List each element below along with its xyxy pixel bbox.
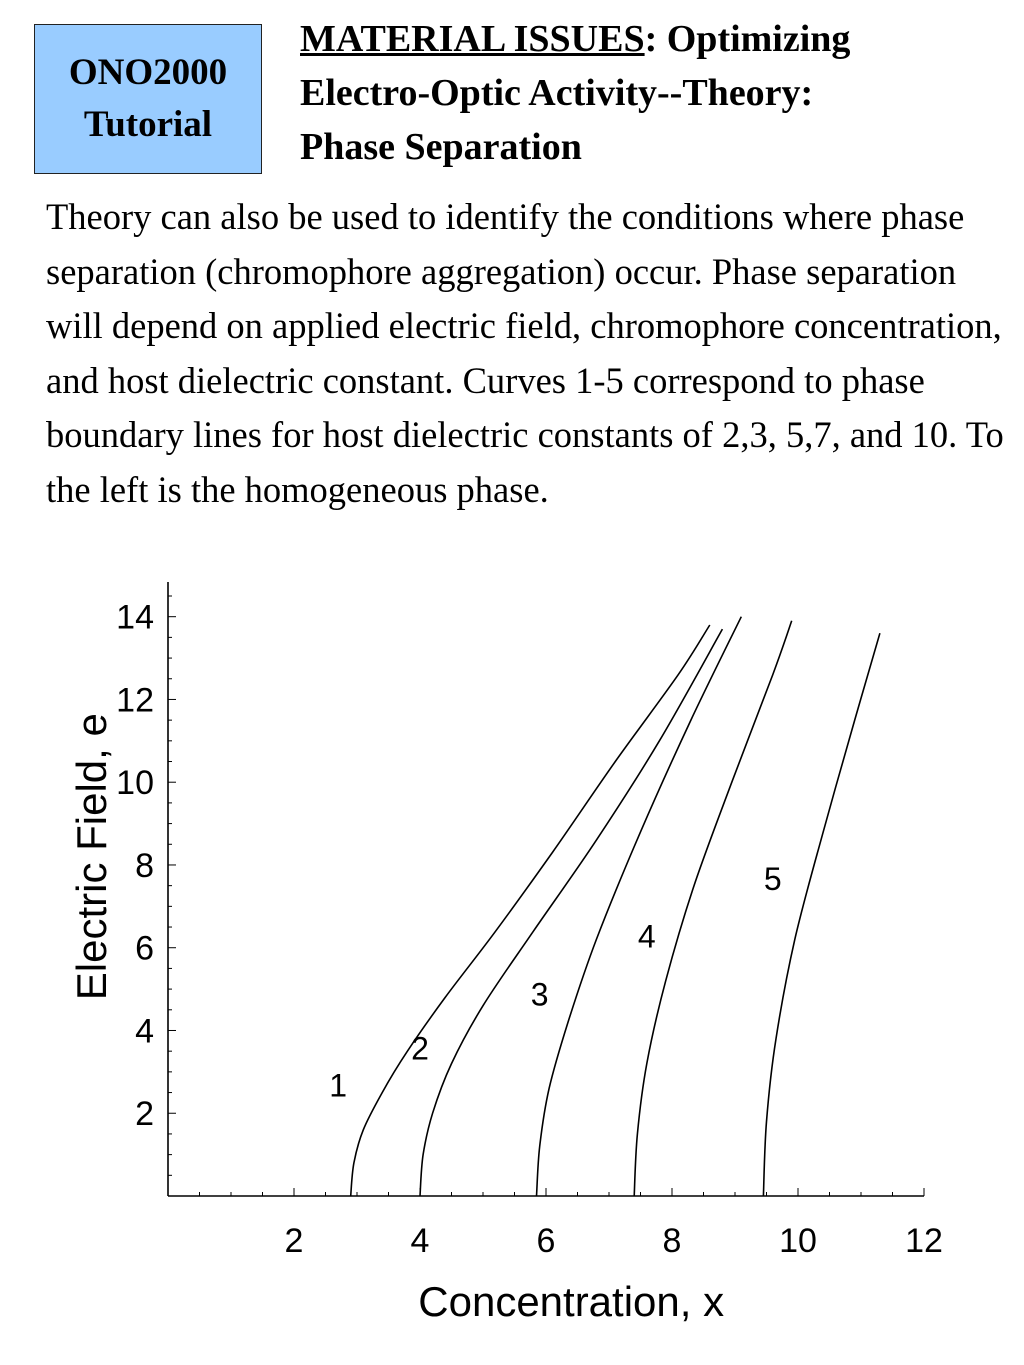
title-line-1 [300,12,1010,66]
x-tick-label: 2 [284,1222,304,1260]
curve-label: 3 [530,976,549,1013]
curve-label: 1 [329,1067,347,1104]
y-tick-label: 4 [135,1012,154,1051]
badge-line-1: ONO2000 [68,52,228,93]
x-tick-label: 10 [779,1222,817,1260]
slide-title [300,12,1010,174]
curve-label: 2 [411,1030,429,1067]
tutorial-badge [34,24,262,174]
x-tick-label: 12 [905,1222,943,1260]
y-axis-label: Electric Field, e [68,713,115,1001]
description-paragraph: Theory can also be used to identify the conditions where phase separation (chromophore aggregation) occur. Phase separation will depend on applied electric field, chromophore concentration, and host dielectric constant. Curves 1-5 correspond to phase boundary lines for host dielectric constants of 2,3, 5,7, and 10. To the left is the homogeneous phase. [46,196,1004,510]
y-tick-label: 2 [135,1095,154,1134]
phase-boundary-curve-2 [420,629,722,1196]
title-line-1-rest: : Optimizing [644,18,851,60]
badge-line-2: Tutorial [83,104,213,145]
x-axis-label: Concentration, x [418,1278,725,1325]
x-tick-label: 8 [662,1222,682,1260]
x-tick-label: 4 [410,1222,430,1260]
curve-label: 4 [637,918,656,955]
phase-boundary-curve-1 [351,625,710,1196]
phase-boundary-chart [0,570,1024,1350]
title-underlined: MATERIAL ISSUES [300,18,645,60]
curve-label: 5 [763,860,782,897]
title-line-2: Electro-Optic Activity--Theory: [300,72,814,114]
y-tick-label: 10 [116,764,154,803]
y-tick-label: 8 [135,846,154,885]
phase-boundary-curve-5 [763,633,880,1196]
y-tick-label: 6 [135,929,154,968]
x-tick-label: 6 [536,1222,556,1260]
phase-boundary-curve-3 [537,617,742,1196]
y-tick-label: 12 [116,681,154,720]
y-tick-label: 14 [116,598,154,637]
title-line-3: Phase Separation [300,126,582,168]
